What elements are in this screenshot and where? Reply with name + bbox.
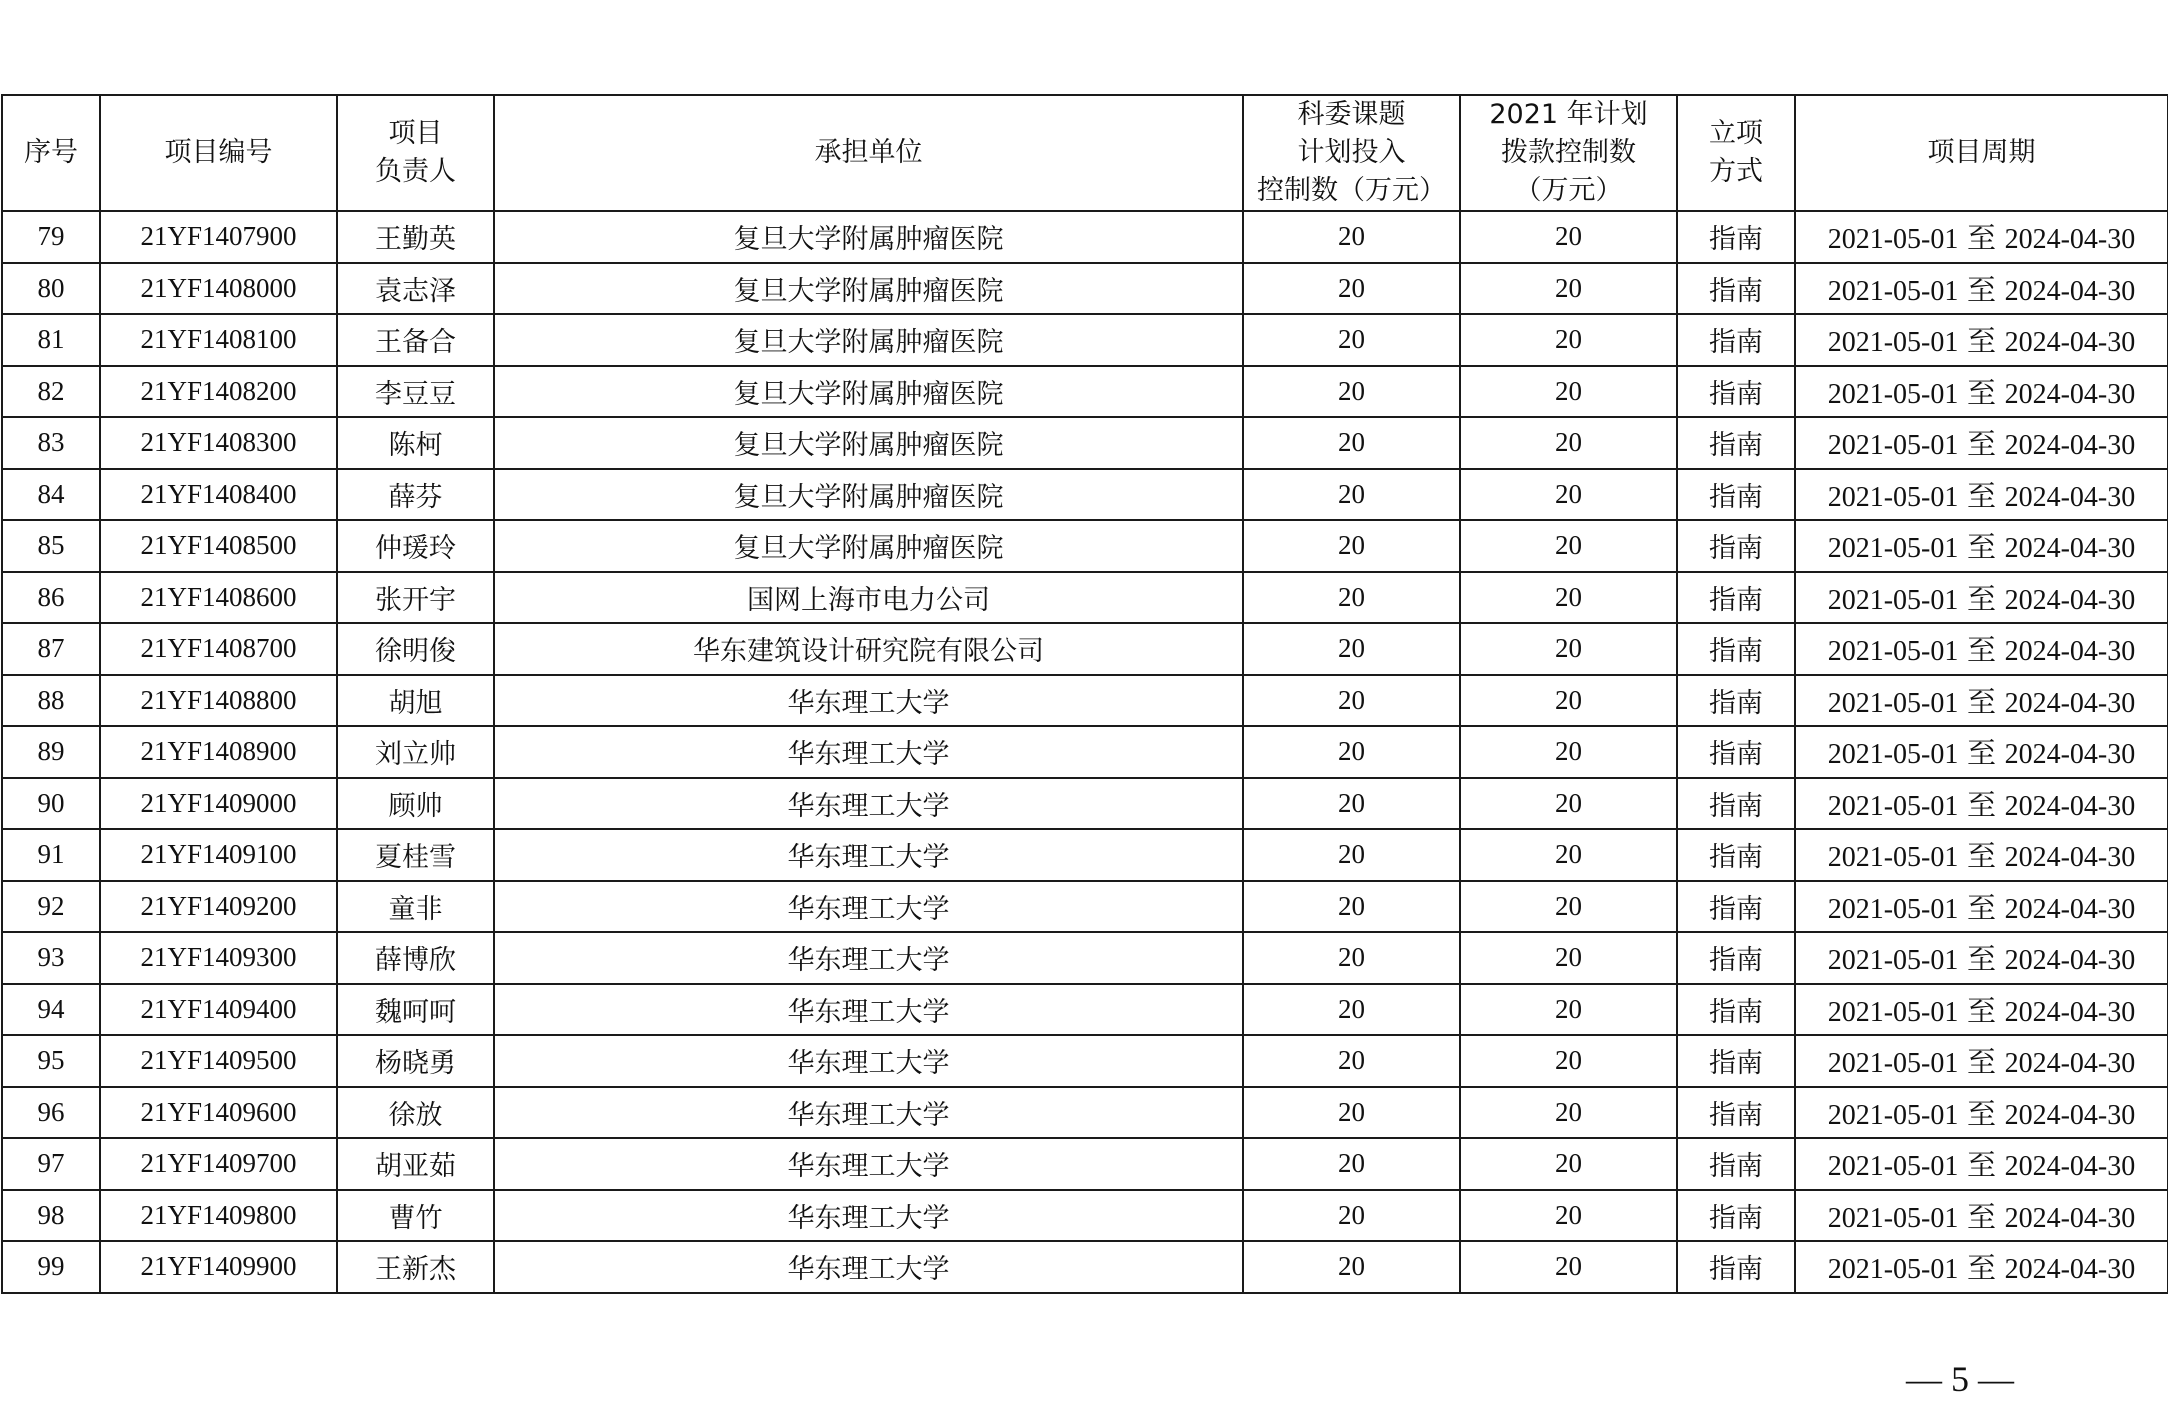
project-code-cell: 21YF1408300 bbox=[100, 417, 337, 469]
planned-investment-cell: 20 bbox=[1243, 572, 1460, 624]
period-separator: 至 bbox=[1966, 530, 1996, 565]
table-row bbox=[2, 469, 2168, 521]
table-row bbox=[2, 778, 2168, 830]
period-end: 2024-04-30 bbox=[2004, 533, 2136, 565]
period-end: 2024-04-30 bbox=[2004, 739, 2136, 771]
method-cell: 指南 bbox=[1677, 417, 1795, 469]
period-start: 2021-05-01 bbox=[1827, 1099, 1959, 1131]
project-code-cell: 21YF1408200 bbox=[100, 366, 337, 418]
period-start: 2021-05-01 bbox=[1827, 378, 1959, 410]
period-cell bbox=[1795, 932, 2168, 984]
serial-cell: 95 bbox=[2, 1035, 100, 1087]
planned-investment-cell: 20 bbox=[1243, 211, 1460, 263]
table-row bbox=[2, 1138, 2168, 1190]
period-cell bbox=[1795, 366, 2168, 418]
unit-cell: 华东理工大学 bbox=[494, 1138, 1243, 1190]
planned-investment-cell: 20 bbox=[1243, 881, 1460, 933]
leader-cell: 薛芬 bbox=[337, 469, 494, 521]
serial-cell: 93 bbox=[2, 932, 100, 984]
allocation-cell: 20 bbox=[1460, 932, 1677, 984]
period-separator: 至 bbox=[1966, 890, 1996, 925]
period-separator: 至 bbox=[1966, 478, 1996, 513]
leader-cell: 袁志泽 bbox=[337, 263, 494, 315]
planned-investment-cell: 20 bbox=[1243, 984, 1460, 1036]
planned-investment-cell: 20 bbox=[1243, 469, 1460, 521]
page-number: — 5 — bbox=[1906, 1359, 2014, 1399]
method-cell: 指南 bbox=[1677, 572, 1795, 624]
allocation-cell: 20 bbox=[1460, 829, 1677, 881]
period-start: 2021-05-01 bbox=[1827, 430, 1959, 462]
serial-cell: 98 bbox=[2, 1190, 100, 1242]
project-code-cell: 21YF1409000 bbox=[100, 778, 337, 830]
period-separator: 至 bbox=[1966, 1199, 1996, 1234]
leader-cell: 徐放 bbox=[337, 1087, 494, 1139]
allocation-cell: 20 bbox=[1460, 211, 1677, 263]
project-code-cell: 21YF1408700 bbox=[100, 623, 337, 675]
period-start: 2021-05-01 bbox=[1827, 739, 1959, 771]
header-unit bbox=[494, 95, 1243, 211]
method-cell: 指南 bbox=[1677, 1035, 1795, 1087]
allocation-cell: 20 bbox=[1460, 263, 1677, 315]
leader-cell: 王备合 bbox=[337, 314, 494, 366]
period-separator: 至 bbox=[1966, 787, 1996, 822]
leader-cell: 夏桂雪 bbox=[337, 829, 494, 881]
method-cell: 指南 bbox=[1677, 1087, 1795, 1139]
table-row bbox=[2, 417, 2168, 469]
header-project-code bbox=[100, 95, 337, 211]
period-end: 2024-04-30 bbox=[2004, 842, 2136, 874]
project-code-cell: 21YF1409600 bbox=[100, 1087, 337, 1139]
table-row bbox=[2, 1190, 2168, 1242]
period-separator: 至 bbox=[1966, 633, 1996, 668]
period-cell bbox=[1795, 984, 2168, 1036]
table-row bbox=[2, 726, 2168, 778]
method-cell: 指南 bbox=[1677, 520, 1795, 572]
allocation-cell: 20 bbox=[1460, 1138, 1677, 1190]
period-start: 2021-05-01 bbox=[1827, 945, 1959, 977]
period-separator: 至 bbox=[1966, 736, 1996, 771]
leader-cell: 曹竹 bbox=[337, 1190, 494, 1242]
period-start: 2021-05-01 bbox=[1827, 275, 1959, 307]
unit-cell: 华东理工大学 bbox=[494, 726, 1243, 778]
serial-cell: 83 bbox=[2, 417, 100, 469]
method-cell: 指南 bbox=[1677, 778, 1795, 830]
leader-cell: 王勤英 bbox=[337, 211, 494, 263]
period-cell bbox=[1795, 211, 2168, 263]
period-end: 2024-04-30 bbox=[2004, 1254, 2136, 1286]
allocation-cell: 20 bbox=[1460, 726, 1677, 778]
method-cell: 指南 bbox=[1677, 1190, 1795, 1242]
planned-investment-cell: 20 bbox=[1243, 263, 1460, 315]
project-code-cell: 21YF1408600 bbox=[100, 572, 337, 624]
period-end: 2024-04-30 bbox=[2004, 1151, 2136, 1183]
period-start: 2021-05-01 bbox=[1827, 1151, 1959, 1183]
method-cell: 指南 bbox=[1677, 366, 1795, 418]
planned-investment-cell: 20 bbox=[1243, 366, 1460, 418]
allocation-cell: 20 bbox=[1460, 623, 1677, 675]
period-start: 2021-05-01 bbox=[1827, 893, 1959, 925]
unit-cell: 华东理工大学 bbox=[494, 675, 1243, 727]
planned-investment-cell: 20 bbox=[1243, 1190, 1460, 1242]
leader-cell: 陈柯 bbox=[337, 417, 494, 469]
serial-cell: 96 bbox=[2, 1087, 100, 1139]
period-start: 2021-05-01 bbox=[1827, 1202, 1959, 1234]
period-end: 2024-04-30 bbox=[2004, 327, 2136, 359]
period-separator: 至 bbox=[1966, 993, 1996, 1028]
allocation-cell: 20 bbox=[1460, 778, 1677, 830]
leader-cell: 胡亚茹 bbox=[337, 1138, 494, 1190]
unit-cell: 华东理工大学 bbox=[494, 1241, 1243, 1293]
project-code-cell: 21YF1409800 bbox=[100, 1190, 337, 1242]
method-cell: 指南 bbox=[1677, 881, 1795, 933]
serial-cell: 99 bbox=[2, 1241, 100, 1293]
method-cell: 指南 bbox=[1677, 1241, 1795, 1293]
method-cell: 指南 bbox=[1677, 469, 1795, 521]
period-cell bbox=[1795, 623, 2168, 675]
period-cell bbox=[1795, 469, 2168, 521]
period-end: 2024-04-30 bbox=[2004, 481, 2136, 513]
serial-cell: 80 bbox=[2, 263, 100, 315]
planned-investment-cell: 20 bbox=[1243, 829, 1460, 881]
period-end: 2024-04-30 bbox=[2004, 1048, 2136, 1080]
period-separator: 至 bbox=[1966, 839, 1996, 874]
project-code-cell: 21YF1409900 bbox=[100, 1241, 337, 1293]
header-line: 立项 bbox=[1709, 118, 1763, 149]
period-start: 2021-05-01 bbox=[1827, 996, 1959, 1028]
project-code-cell: 21YF1408100 bbox=[100, 314, 337, 366]
planned-investment-cell: 20 bbox=[1243, 932, 1460, 984]
planned-investment-cell: 20 bbox=[1243, 726, 1460, 778]
project-code-cell: 21YF1408500 bbox=[100, 520, 337, 572]
planned-investment-cell: 20 bbox=[1243, 417, 1460, 469]
period-cell bbox=[1795, 1138, 2168, 1190]
header-line: 计划投入 bbox=[1297, 137, 1406, 168]
header-line: 科委课题 bbox=[1297, 99, 1406, 130]
period-separator: 至 bbox=[1966, 272, 1996, 307]
period-cell bbox=[1795, 881, 2168, 933]
leader-cell: 仲瑗玲 bbox=[337, 520, 494, 572]
period-cell bbox=[1795, 726, 2168, 778]
method-cell: 指南 bbox=[1677, 314, 1795, 366]
allocation-cell: 20 bbox=[1460, 1190, 1677, 1242]
header-method bbox=[1677, 95, 1795, 211]
period-cell bbox=[1795, 675, 2168, 727]
period-start: 2021-05-01 bbox=[1827, 687, 1959, 719]
planned-investment-cell: 20 bbox=[1243, 778, 1460, 830]
period-separator: 至 bbox=[1966, 221, 1996, 256]
method-cell: 指南 bbox=[1677, 984, 1795, 1036]
allocation-cell: 20 bbox=[1460, 366, 1677, 418]
serial-cell: 91 bbox=[2, 829, 100, 881]
unit-cell: 复旦大学附属肿瘤医院 bbox=[494, 417, 1243, 469]
allocation-cell: 20 bbox=[1460, 675, 1677, 727]
period-end: 2024-04-30 bbox=[2004, 224, 2136, 256]
period-separator: 至 bbox=[1966, 684, 1996, 719]
period-end: 2024-04-30 bbox=[2004, 687, 2136, 719]
planned-investment-cell: 20 bbox=[1243, 1138, 1460, 1190]
period-separator: 至 bbox=[1966, 581, 1996, 616]
project-table bbox=[1, 94, 2168, 1294]
serial-cell: 90 bbox=[2, 778, 100, 830]
header-line: （万元） bbox=[1514, 175, 1623, 206]
planned-investment-cell: 20 bbox=[1243, 1241, 1460, 1293]
leader-cell: 徐明俊 bbox=[337, 623, 494, 675]
period-end: 2024-04-30 bbox=[2004, 378, 2136, 410]
unit-cell: 复旦大学附属肿瘤医院 bbox=[494, 263, 1243, 315]
period-cell bbox=[1795, 1035, 2168, 1087]
table-row bbox=[2, 829, 2168, 881]
unit-cell: 华东理工大学 bbox=[494, 1035, 1243, 1087]
period-separator: 至 bbox=[1966, 324, 1996, 359]
serial-cell: 86 bbox=[2, 572, 100, 624]
method-cell: 指南 bbox=[1677, 675, 1795, 727]
leader-cell: 童非 bbox=[337, 881, 494, 933]
planned-investment-cell: 20 bbox=[1243, 520, 1460, 572]
period-cell bbox=[1795, 778, 2168, 830]
allocation-cell: 20 bbox=[1460, 469, 1677, 521]
method-cell: 指南 bbox=[1677, 1138, 1795, 1190]
period-end: 2024-04-30 bbox=[2004, 430, 2136, 462]
period-cell bbox=[1795, 263, 2168, 315]
leader-cell: 杨晓勇 bbox=[337, 1035, 494, 1087]
period-separator: 至 bbox=[1966, 1148, 1996, 1183]
period-cell bbox=[1795, 1190, 2168, 1242]
allocation-cell: 20 bbox=[1460, 572, 1677, 624]
unit-cell: 华东理工大学 bbox=[494, 881, 1243, 933]
period-separator: 至 bbox=[1966, 942, 1996, 977]
project-code-cell: 21YF1408900 bbox=[100, 726, 337, 778]
allocation-cell: 20 bbox=[1460, 984, 1677, 1036]
serial-cell: 92 bbox=[2, 881, 100, 933]
header-serial bbox=[2, 95, 100, 211]
allocation-cell: 20 bbox=[1460, 881, 1677, 933]
project-code-cell: 21YF1409500 bbox=[100, 1035, 337, 1087]
table-row bbox=[2, 263, 2168, 315]
allocation-cell: 20 bbox=[1460, 314, 1677, 366]
period-end: 2024-04-30 bbox=[2004, 996, 2136, 1028]
header-line: 控制数（万元） bbox=[1257, 175, 1446, 206]
period-start: 2021-05-01 bbox=[1827, 1254, 1959, 1286]
leader-cell: 胡旭 bbox=[337, 675, 494, 727]
period-cell bbox=[1795, 829, 2168, 881]
allocation-cell: 20 bbox=[1460, 1035, 1677, 1087]
unit-cell: 华东理工大学 bbox=[494, 829, 1243, 881]
project-code-cell: 21YF1409100 bbox=[100, 829, 337, 881]
method-cell: 指南 bbox=[1677, 932, 1795, 984]
table-header-row bbox=[2, 95, 2168, 211]
unit-cell: 复旦大学附属肿瘤医院 bbox=[494, 366, 1243, 418]
method-cell: 指南 bbox=[1677, 623, 1795, 675]
table-row bbox=[2, 932, 2168, 984]
period-cell bbox=[1795, 520, 2168, 572]
header-line: 负责人 bbox=[375, 156, 456, 187]
planned-investment-cell: 20 bbox=[1243, 1035, 1460, 1087]
period-separator: 至 bbox=[1966, 427, 1996, 462]
header-line: 承担单位 bbox=[814, 137, 923, 168]
header-2021-allocation bbox=[1460, 95, 1677, 211]
header-leader bbox=[337, 95, 494, 211]
unit-cell: 华东建筑设计研究院有限公司 bbox=[494, 623, 1243, 675]
allocation-cell: 20 bbox=[1460, 417, 1677, 469]
serial-cell: 87 bbox=[2, 623, 100, 675]
period-end: 2024-04-30 bbox=[2004, 1202, 2136, 1234]
header-line: 方式 bbox=[1709, 156, 1763, 187]
serial-cell: 88 bbox=[2, 675, 100, 727]
table-row bbox=[2, 572, 2168, 624]
leader-cell: 魏呵呵 bbox=[337, 984, 494, 1036]
period-end: 2024-04-30 bbox=[2004, 1099, 2136, 1131]
table-row bbox=[2, 366, 2168, 418]
planned-investment-cell: 20 bbox=[1243, 314, 1460, 366]
period-start: 2021-05-01 bbox=[1827, 327, 1959, 359]
period-cell bbox=[1795, 572, 2168, 624]
planned-investment-cell: 20 bbox=[1243, 1087, 1460, 1139]
unit-cell: 华东理工大学 bbox=[494, 1190, 1243, 1242]
header-line: 项目周期 bbox=[1927, 137, 2036, 168]
project-code-cell: 21YF1409700 bbox=[100, 1138, 337, 1190]
period-start: 2021-05-01 bbox=[1827, 533, 1959, 565]
allocation-cell: 20 bbox=[1460, 1241, 1677, 1293]
period-separator: 至 bbox=[1966, 1096, 1996, 1131]
unit-cell: 复旦大学附属肿瘤医院 bbox=[494, 314, 1243, 366]
serial-cell: 82 bbox=[2, 366, 100, 418]
table-row bbox=[2, 623, 2168, 675]
table-row bbox=[2, 1241, 2168, 1293]
period-start: 2021-05-01 bbox=[1827, 224, 1959, 256]
table-row bbox=[2, 1035, 2168, 1087]
header-planned-investment bbox=[1243, 95, 1460, 211]
period-start: 2021-05-01 bbox=[1827, 584, 1959, 616]
header-line: 2021 年计划 bbox=[1489, 99, 1648, 130]
planned-investment-cell: 20 bbox=[1243, 623, 1460, 675]
project-code-cell: 21YF1409200 bbox=[100, 881, 337, 933]
period-start: 2021-05-01 bbox=[1827, 636, 1959, 668]
project-code-cell: 21YF1408400 bbox=[100, 469, 337, 521]
planned-investment-cell: 20 bbox=[1243, 675, 1460, 727]
serial-cell: 89 bbox=[2, 726, 100, 778]
table-row bbox=[2, 881, 2168, 933]
period-end: 2024-04-30 bbox=[2004, 893, 2136, 925]
header-period bbox=[1795, 95, 2168, 211]
method-cell: 指南 bbox=[1677, 211, 1795, 263]
table-body bbox=[2, 211, 2168, 1293]
leader-cell: 薛博欣 bbox=[337, 932, 494, 984]
period-end: 2024-04-30 bbox=[2004, 945, 2136, 977]
period-cell bbox=[1795, 314, 2168, 366]
header-line: 序号 bbox=[24, 137, 78, 168]
period-cell bbox=[1795, 1241, 2168, 1293]
unit-cell: 复旦大学附属肿瘤医院 bbox=[494, 211, 1243, 263]
unit-cell: 复旦大学附属肿瘤医院 bbox=[494, 520, 1243, 572]
project-code-cell: 21YF1409400 bbox=[100, 984, 337, 1036]
leader-cell: 顾帅 bbox=[337, 778, 494, 830]
unit-cell: 华东理工大学 bbox=[494, 932, 1243, 984]
header-line: 项目 bbox=[388, 118, 443, 149]
period-start: 2021-05-01 bbox=[1827, 481, 1959, 513]
serial-cell: 97 bbox=[2, 1138, 100, 1190]
project-code-cell: 21YF1407900 bbox=[100, 211, 337, 263]
leader-cell: 张开宇 bbox=[337, 572, 494, 624]
allocation-cell: 20 bbox=[1460, 1087, 1677, 1139]
leader-cell: 刘立帅 bbox=[337, 726, 494, 778]
serial-cell: 85 bbox=[2, 520, 100, 572]
unit-cell: 华东理工大学 bbox=[494, 1087, 1243, 1139]
table-row bbox=[2, 520, 2168, 572]
period-start: 2021-05-01 bbox=[1827, 1048, 1959, 1080]
table-row bbox=[2, 1087, 2168, 1139]
serial-cell: 79 bbox=[2, 211, 100, 263]
period-end: 2024-04-30 bbox=[2004, 790, 2136, 822]
allocation-cell: 20 bbox=[1460, 520, 1677, 572]
period-separator: 至 bbox=[1966, 1251, 1996, 1286]
period-end: 2024-04-30 bbox=[2004, 584, 2136, 616]
serial-cell: 84 bbox=[2, 469, 100, 521]
header-line: 拨款控制数 bbox=[1501, 137, 1636, 168]
project-code-cell: 21YF1408000 bbox=[100, 263, 337, 315]
table-row bbox=[2, 675, 2168, 727]
serial-cell: 94 bbox=[2, 984, 100, 1036]
period-cell bbox=[1795, 417, 2168, 469]
period-end: 2024-04-30 bbox=[2004, 275, 2136, 307]
method-cell: 指南 bbox=[1677, 829, 1795, 881]
project-code-cell: 21YF1408800 bbox=[100, 675, 337, 727]
table-row bbox=[2, 984, 2168, 1036]
period-separator: 至 bbox=[1966, 1045, 1996, 1080]
serial-cell: 81 bbox=[2, 314, 100, 366]
period-end: 2024-04-30 bbox=[2004, 636, 2136, 668]
period-start: 2021-05-01 bbox=[1827, 790, 1959, 822]
leader-cell: 李豆豆 bbox=[337, 366, 494, 418]
unit-cell: 国网上海市电力公司 bbox=[494, 572, 1243, 624]
method-cell: 指南 bbox=[1677, 263, 1795, 315]
leader-cell: 王新杰 bbox=[337, 1241, 494, 1293]
period-start: 2021-05-01 bbox=[1827, 842, 1959, 874]
unit-cell: 华东理工大学 bbox=[494, 984, 1243, 1036]
project-code-cell: 21YF1409300 bbox=[100, 932, 337, 984]
header-line: 项目编号 bbox=[164, 137, 273, 168]
method-cell: 指南 bbox=[1677, 726, 1795, 778]
table-row bbox=[2, 211, 2168, 263]
unit-cell: 华东理工大学 bbox=[494, 778, 1243, 830]
period-separator: 至 bbox=[1966, 375, 1996, 410]
period-cell bbox=[1795, 1087, 2168, 1139]
table-row bbox=[2, 314, 2168, 366]
unit-cell: 复旦大学附属肿瘤医院 bbox=[494, 469, 1243, 521]
